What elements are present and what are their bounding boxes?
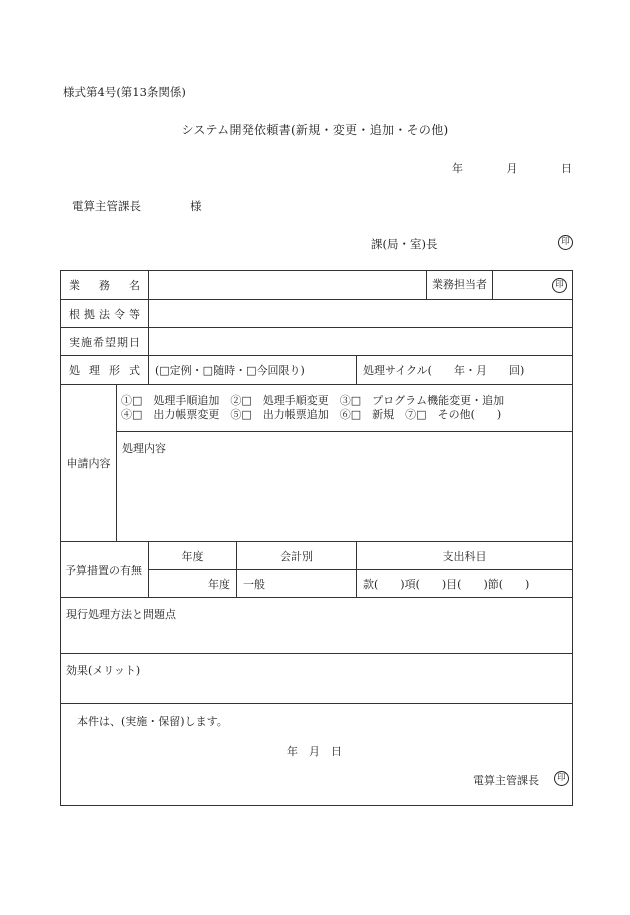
row-legal-basis — [61, 300, 573, 328]
processing-type-label: 処理形式 — [61, 356, 149, 385]
legal-basis-label: 根拠法令等 — [61, 300, 149, 328]
decision-box — [61, 705, 572, 805]
seal-icon: 印 — [558, 235, 573, 250]
request-label: 申請内容 — [61, 385, 117, 542]
date-year: 年 — [452, 162, 463, 175]
budget-label: 予算措置の有無 — [61, 542, 149, 598]
date-month: 月 — [506, 162, 518, 175]
request-options[interactable] — [117, 385, 573, 432]
request-options-row1: ①□ 処理手順追加 ②□ 処理手順変更 ③□ プログラム機能変更・追加 — [121, 394, 505, 407]
decision-date: 年 月 日 — [287, 744, 342, 758]
decision-text: 本件は、(実施・保留)します。 — [77, 714, 228, 728]
decision-cell — [61, 704, 573, 806]
desired-date-field[interactable] — [149, 328, 573, 356]
addressee: 電算主管課長 — [72, 199, 141, 213]
processing-type-options[interactable]: (□定例・□随時・□今回限り) — [149, 356, 357, 385]
business-name-field[interactable] — [149, 271, 427, 300]
processing-content-label: 処理内容 — [122, 442, 166, 455]
row-current-method — [61, 598, 573, 654]
form-number: 様式第4号(第13条関係) — [63, 85, 186, 99]
document-title: システム開発依頼書(新規・変更・追加・その他) — [181, 123, 449, 137]
account-field[interactable]: 一般 — [237, 570, 357, 598]
current-method-field[interactable] — [61, 598, 573, 654]
row-processing-type — [61, 356, 573, 385]
legal-basis-field[interactable] — [149, 300, 573, 328]
effect-field[interactable] — [61, 654, 573, 704]
expense-header: 支出科目 — [357, 542, 573, 570]
date-line — [430, 160, 572, 176]
row-budget-headers — [61, 542, 573, 570]
account-header: 会計別 — [237, 542, 357, 570]
processing-cycle[interactable]: 処理サイクル( 年・月 回) — [357, 356, 573, 385]
row-business-name — [61, 271, 573, 300]
business-contact-cell — [427, 271, 573, 300]
business-contact-label: 業務担当者 — [427, 271, 493, 299]
row-decision — [61, 704, 573, 806]
row-desired-date — [61, 328, 573, 356]
expense-field[interactable]: 款( )項( )目( )節( ) — [357, 570, 573, 598]
seal-icon: 印 — [554, 771, 569, 786]
processing-content-field[interactable] — [117, 432, 573, 542]
honorific: 様 — [190, 199, 202, 213]
business-name-label: 業務名 — [61, 271, 149, 300]
fiscal-year-field[interactable]: 年度 — [149, 570, 237, 598]
desired-date-label: 実施希望期日 — [61, 328, 149, 356]
seal-icon: 印 — [552, 278, 567, 293]
section-chief-label: 課(局・室)長 — [371, 237, 438, 251]
row-request-options — [61, 385, 573, 432]
date-day: 日 — [561, 162, 572, 175]
current-method-label: 現行処理方法と問題点 — [66, 608, 176, 621]
row-processing-content — [61, 432, 573, 542]
row-effect — [61, 654, 573, 704]
decision-signer: 電算主管課長 — [473, 773, 539, 787]
effect-label: 効果(メリット) — [66, 664, 141, 677]
request-options-row2: ④□ 出力帳票変更 ⑤□ 出力帳票追加 ⑥□ 新規 ⑦□ その他( ) — [121, 408, 502, 421]
request-form-table — [60, 270, 573, 806]
fiscal-year-header: 年度 — [149, 542, 237, 570]
